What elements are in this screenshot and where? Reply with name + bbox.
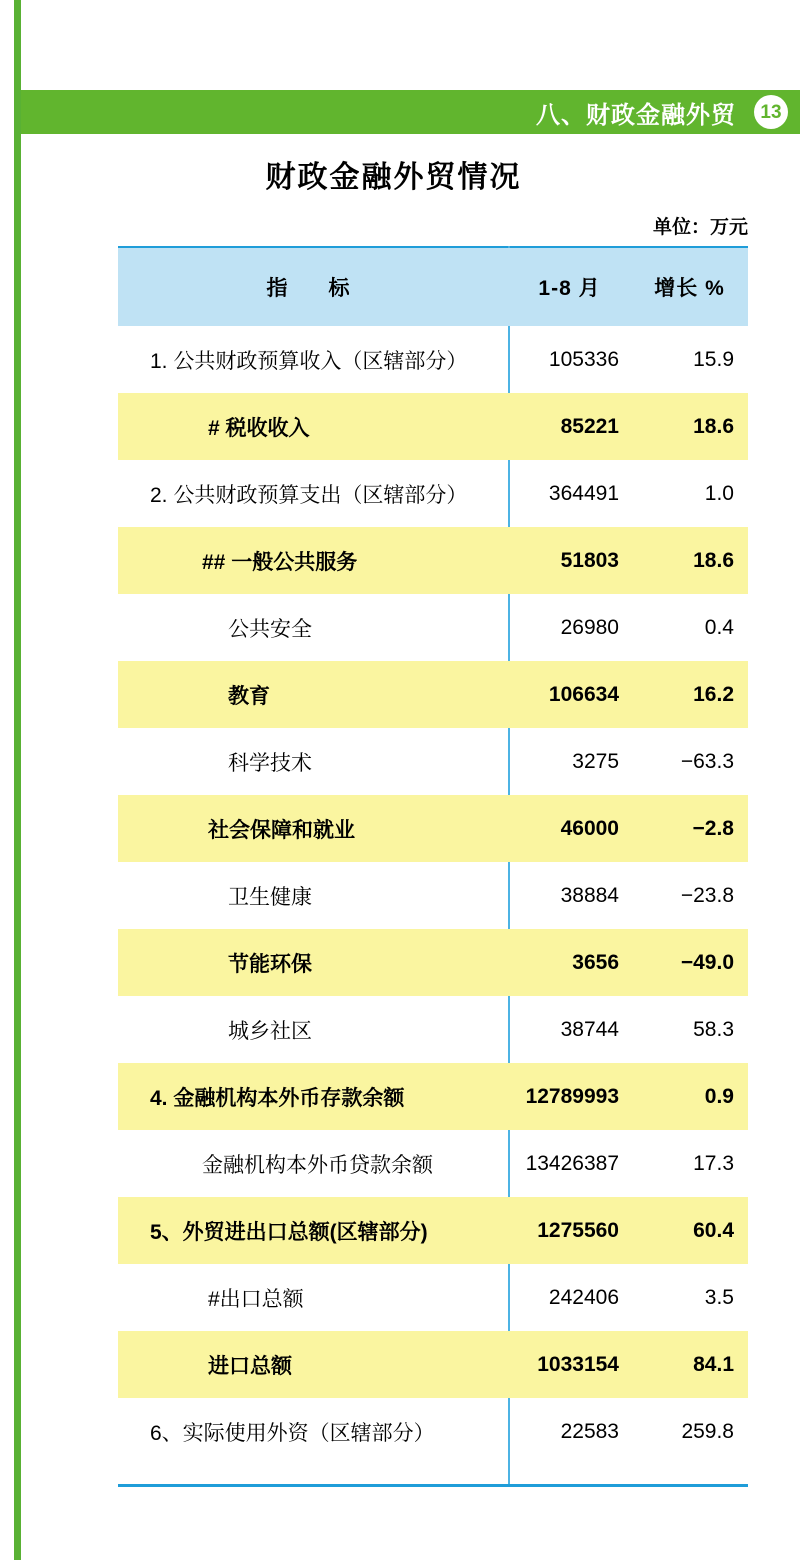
row-label-cell [118,460,508,527]
row-value-cell: 3275 [572,749,619,773]
row-label-cell [118,1398,508,1465]
table-header-row [118,248,748,326]
row-growth-cell: 60.4 [631,1197,748,1264]
row-value-cell: 38744 [560,1017,619,1041]
row-value-cell: 364491 [548,481,619,505]
row-value-cell: 106634 [508,661,631,728]
row-value-cell: 22583 [560,1419,619,1443]
row-growth-cell: 0.4 [704,615,734,639]
row-growth-cell: 0.9 [631,1063,748,1130]
table-row [118,929,748,996]
unit-label: 单位：万元 [652,217,748,238]
table-row [118,460,748,527]
row-label: 2. 公共财政预算支出（区辖部分） [150,483,468,507]
row-growth-cell: 3.5 [704,1285,734,1309]
row-growth-cell: 84.1 [631,1331,748,1398]
row-label-cell [118,728,508,795]
row-label-cell [118,996,508,1063]
table-row [118,594,748,661]
table-row [118,393,748,460]
row-value-cell: 105336 [548,347,619,371]
column-header-period: 1-8 月 [508,248,631,326]
row-label-cell [118,393,508,460]
column-header-indicator: 指 标 [118,248,508,326]
row-label: # 税收收入 [208,416,310,440]
table-row [118,527,748,594]
row-label: #出口总额 [208,1287,304,1311]
row-growth-cell: 58.3 [693,1017,734,1041]
row-label-cell [118,594,508,661]
row-label: 卫生健康 [228,885,312,909]
table-row [118,728,748,795]
section-header-band [21,90,800,134]
row-label: 社会保障和就业 [208,818,355,842]
row-value-cell: 242406 [548,1285,619,1309]
row-label-cell [118,795,508,862]
row-label-cell [118,1197,508,1264]
row-value-cell: 1033154 [508,1331,631,1398]
page-title: 财政金融外贸情况 [265,161,522,194]
row-growth-cell: −49.0 [631,929,748,996]
row-label: 公共安全 [228,617,312,641]
row-growth-cell: 1.0 [704,481,734,505]
row-value-cell: 38884 [560,883,619,907]
row-label: 金融机构本外币贷款余额 [202,1153,433,1177]
row-label-cell [118,862,508,929]
row-growth-cell: −23.8 [680,883,734,907]
table-bottom-rule [118,1484,748,1487]
table-row [118,862,748,929]
row-growth-cell: −2.8 [631,795,748,862]
row-label-cell [118,1331,508,1398]
row-growth-cell: 17.3 [693,1151,734,1175]
left-accent-bar [14,0,21,1560]
row-growth-cell: −63.3 [680,749,734,773]
row-label-cell [118,1264,508,1331]
table-header [118,248,748,326]
row-label: 4. 金融机构本外币存款余额 [150,1086,405,1110]
row-label: ## 一般公共服务 [202,550,358,574]
statistics-table [118,248,748,1465]
row-label: 城乡社区 [228,1019,312,1043]
row-label-cell [118,929,508,996]
row-value-cell: 85221 [508,393,631,460]
row-value-cell: 46000 [508,795,631,862]
table-row [118,1130,748,1197]
row-growth-cell: 18.6 [631,393,748,460]
row-value-cell: 3656 [508,929,631,996]
row-growth-cell: 15.9 [693,347,734,371]
row-value-cell: 12789993 [508,1063,631,1130]
row-growth-cell: 18.6 [631,527,748,594]
row-label: 6、实际使用外资（区辖部分） [150,1421,435,1445]
page-number-badge: 13 [754,95,788,129]
row-label: 5、外贸进出口总额(区辖部分) [150,1220,428,1244]
table-row [118,661,748,728]
row-label: 科学技术 [228,751,312,775]
row-label: 教育 [228,684,270,708]
row-label-cell [118,527,508,594]
section-title: 八、财政金融外贸 [536,101,736,129]
table-row [118,326,748,393]
row-label-cell [118,1130,508,1197]
row-label: 节能环保 [228,952,312,976]
table-row [118,1197,748,1264]
column-header-growth: 增长 % [631,248,748,326]
row-label-cell [118,1063,508,1130]
row-label: 1. 公共财政预算收入（区辖部分） [150,349,468,373]
row-label-cell [118,326,508,393]
table-row [118,795,748,862]
table-row [118,1063,748,1130]
row-label-cell [118,661,508,728]
table-body [118,326,748,1465]
row-value-cell: 13426387 [525,1151,619,1175]
row-value-cell: 26980 [560,615,619,639]
row-growth-cell: 16.2 [631,661,748,728]
table-row [118,1264,748,1331]
table-row [118,1331,748,1398]
row-value-cell: 1275560 [508,1197,631,1264]
row-label: 进口总额 [208,1354,292,1378]
page-content [21,0,800,1560]
row-value-cell: 51803 [508,527,631,594]
table-row [118,1398,748,1465]
table-row [118,996,748,1063]
row-growth-cell: 259.8 [681,1419,734,1443]
